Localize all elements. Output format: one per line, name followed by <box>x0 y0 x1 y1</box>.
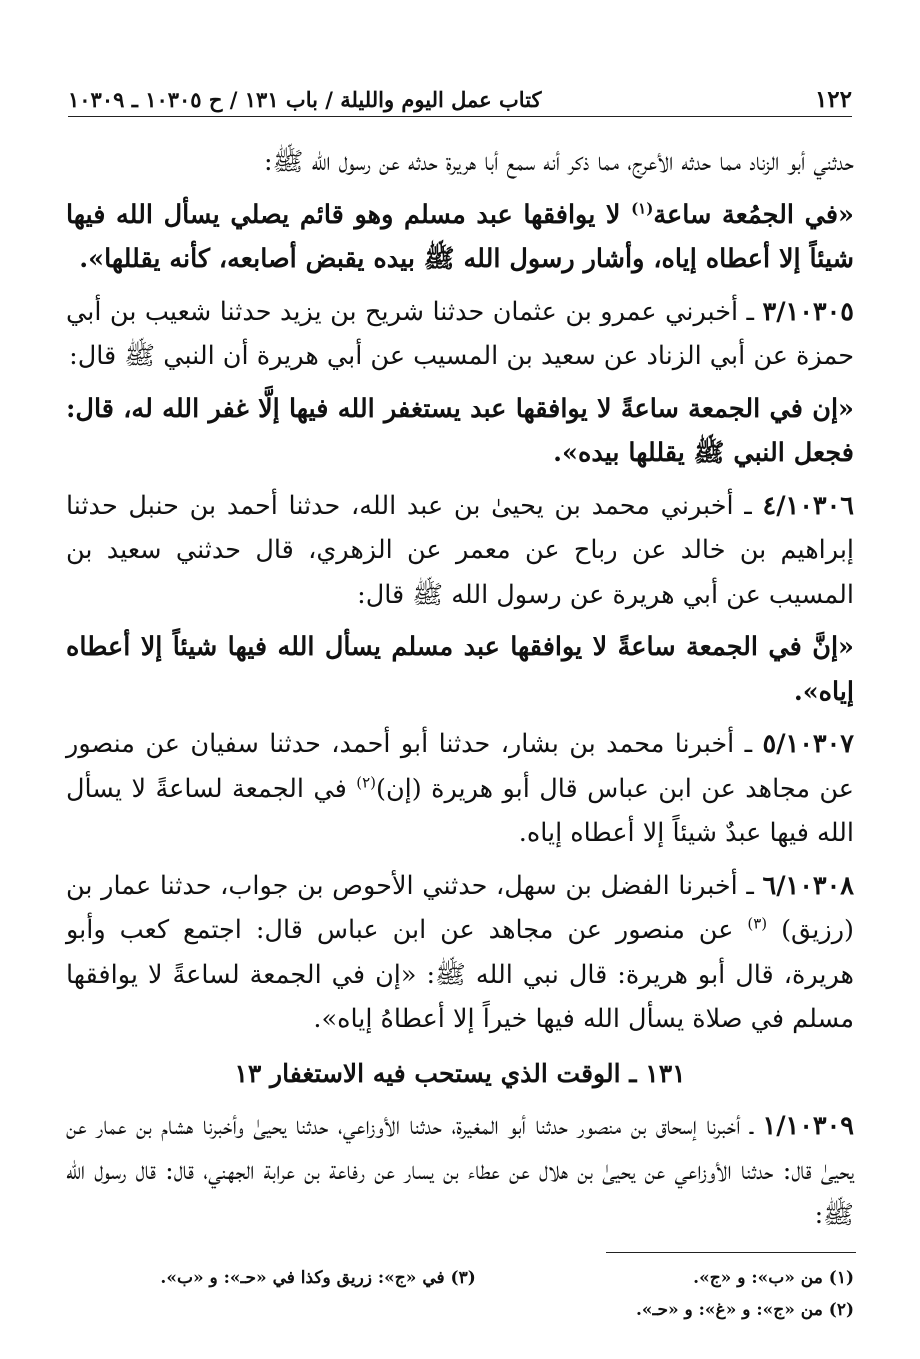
footnote-marker: (٣) <box>747 914 768 933</box>
footnote-3: (٣) في «ج»: زريق وكذا في «حـ»: و «ب». <box>160 1268 476 1288</box>
footnote-row <box>66 1294 854 1326</box>
hadith-number: ١/١٠٣٠٩ <box>762 1111 854 1141</box>
hadith-text-part: «إنَّ في الجمعة ساعةً لا يوافقها عبد مسلم يسأل الله فيها شيئاً إلا أعطاه إياه». <box>66 632 854 707</box>
isnad-paragraph <box>66 722 854 856</box>
paragraph-text: ـ أخبرنا الفضل بن سهل، حدثني الأحوص بن جواب، حدثنا عمار بن (رزيق) <box>66 870 854 945</box>
paragraph-text: في الجمعة لساعةً لا يسأل الله فيها عبدٌ شيئاً إلا أعطاه إياه. <box>66 773 854 848</box>
paragraph-text: عن منصور عن مجاهد عن ابن عباس قال: اجتمع كعب وأبو هريرة، قال أبو هريرة: قال نبي الله ﷺ: «إن في الجمعة لساعةً لا يوافقها مسلم في صلاة يسأل الله فيها خيراً إلا أعطاهُ إياه». <box>66 915 854 1034</box>
paragraph-intro <box>66 140 854 185</box>
hadith-text-part: «في الجمُعة ساعة <box>653 199 854 230</box>
hadith-text <box>66 387 854 476</box>
paragraph-text: ـ أخبرنا إسحاق بن منصور حدثنا أبو المغيرة، حدثنا الأوزاعي، حدثنا يحيىٰ وأخبرنا هشام بن عمار عن يحيىٰ قال: حدثنا الأوزاعي عن يحيىٰ بن هلال عن عطاء بن يسار عن رفاعة بن عرابة الجهني، قال: قال رسول الله ﷺ: <box>66 1111 854 1230</box>
footnote-marker: (٢) <box>356 773 376 791</box>
section-title: ١٣١ ـ الوقت الذي يستحب فيه الاستغفار ١٣ <box>234 1058 686 1088</box>
hadith-number: ٤/١٠٣٠٦ <box>762 490 854 521</box>
page-header <box>68 82 852 117</box>
hadith-text <box>66 625 854 714</box>
footnote-2: (٢) من «ج»: و «غ»: و «حـ». <box>635 1300 854 1320</box>
hadith-text-part: «إن في الجمعة ساعةً لا يوافقها عبد يستغفر الله فيها إلَّا غفر الله له، قال: فجعل النبي ﷺ يقللها بيده». <box>66 393 854 468</box>
isnad-paragraph <box>66 864 854 1042</box>
hadith-number: ٥/١٠٣٠٧ <box>762 729 854 759</box>
isnad-paragraph <box>66 1104 854 1238</box>
paragraph-text: ـ أخبرني عمرو بن عثمان حدثنا شريح بن يزيد حدثنا شعيب بن أبي حمزة عن أبي الزناد عن سعيد بن المسيب عن أبي هريرة أن النبي ﷺ قال: <box>66 296 854 371</box>
footnotes <box>66 1262 854 1326</box>
footnote-marker: (١) <box>631 199 654 217</box>
hadith-text-part: لا يوافقها عبد مسلم وهو قائم يصلي يسأل الله فيها شيئاً إلا أعطاه إياه، وأشار رسول الله ﷺ بيده يقبض أصابعه، كأنه يقللها». <box>66 199 854 274</box>
hadith-number: ٦/١٠٣٠٨ <box>762 870 854 901</box>
footnote-1: (١) من «ب»: و «ج». <box>693 1268 854 1288</box>
page-body <box>66 140 854 1238</box>
isnad-paragraph <box>66 290 854 379</box>
paragraph-text: ـ أخبرنا محمد بن بشار، حدثنا أبو أحمد، حدثنا سفيان عن منصور عن مجاهد عن ابن عباس قال أبو هريرة (إن) <box>66 729 854 804</box>
page-number: ١٢٢ <box>814 85 852 113</box>
running-title: كتاب عمل اليوم والليلة / باب ١٣١ / ح ١٠٣٠٥ ـ ١٠٣٠٩ <box>68 86 542 112</box>
footnote-divider <box>606 1252 856 1253</box>
hadith-number: ٣/١٠٣٠٥ <box>762 296 854 327</box>
paragraph-text: حدثني أبو الزناد مما حدثه الأعرج، مما ذكر أنه سمع أبا هريرة حدثه عن رسول الله ﷺ: <box>264 147 854 177</box>
footnote-row <box>66 1262 854 1294</box>
paragraph-text: ـ أخبرني محمد بن يحيىٰ بن عبد الله، حدثنا أحمد بن حنبل حدثنا إبراهيم بن خالد عن رباح عن معمر عن الزهري، قال حدثني سعيد بن المسيب عن أبي هريرة عن رسول الله ﷺ قال: <box>66 490 854 610</box>
hadith-text <box>66 193 854 282</box>
isnad-paragraph <box>66 484 854 618</box>
